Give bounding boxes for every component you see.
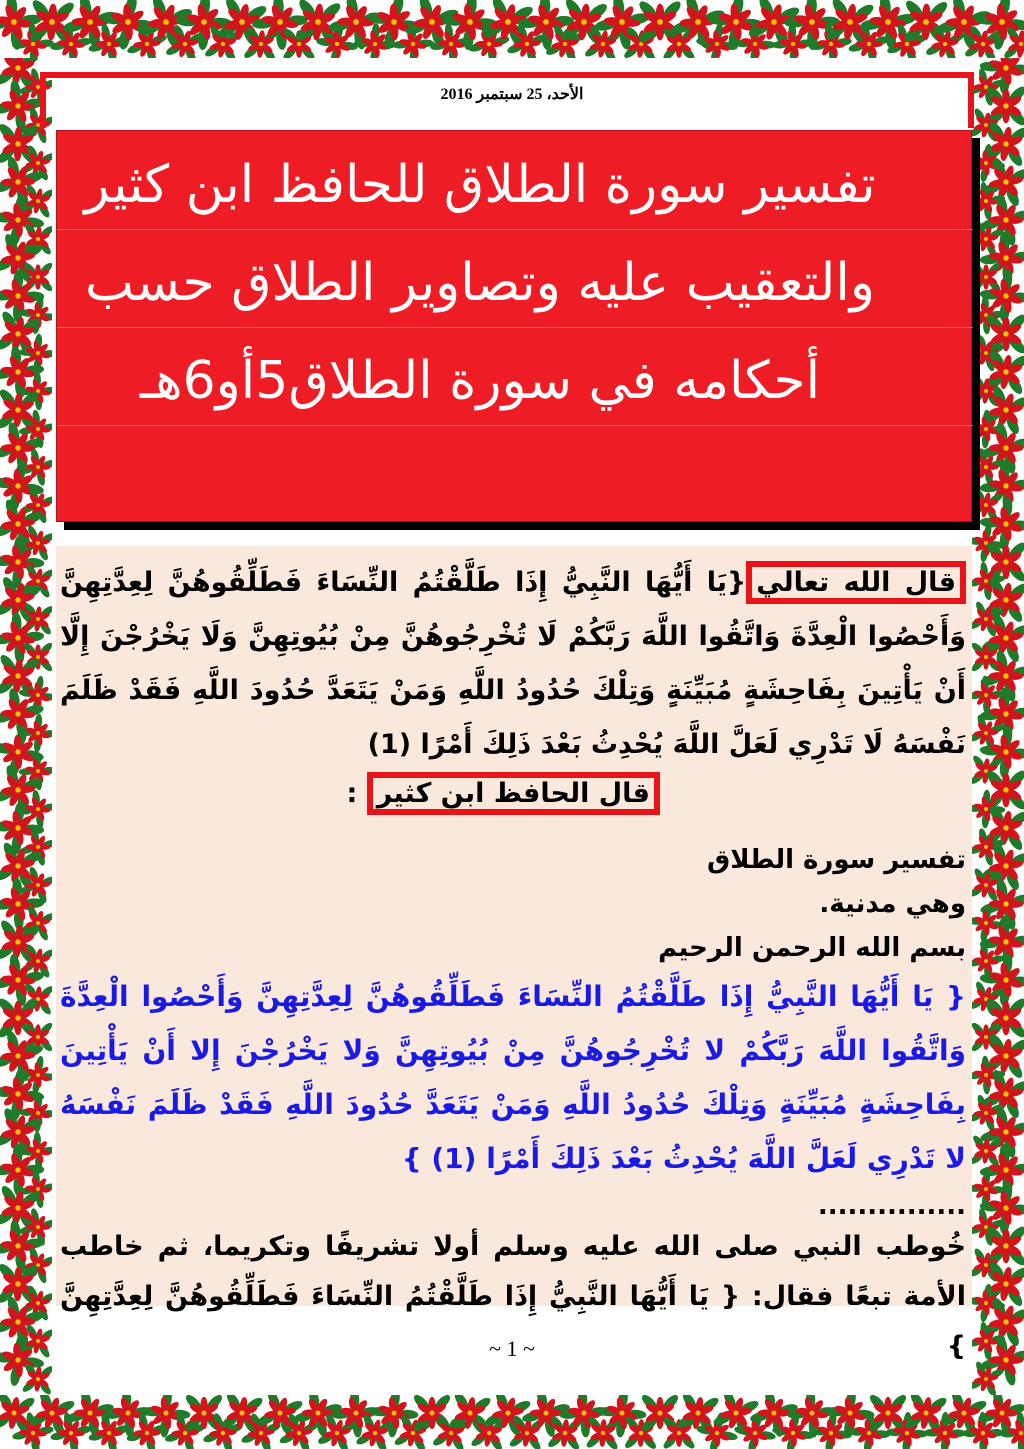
poinsettia-pattern-right — [972, 58, 1024, 1395]
hafiz-label-box: قال الحافظ ابن كثير — [367, 772, 660, 815]
surah-intro — [60, 838, 966, 970]
hafiz-colon: : — [346, 778, 358, 809]
intro-paragraph — [60, 556, 966, 772]
intro-label-box: قال الله تعالي — [746, 561, 966, 604]
basmala-line: بسم الله الرحمن الرحيم — [658, 933, 966, 963]
poinsettia-border-right — [972, 58, 1024, 1395]
poinsettia-border-top — [0, 0, 1024, 58]
quran-verse: { يَا أَيُّهَا النَّبِيُّ إِذَا طَلَّقْتُمُ النِّسَاءَ فَطَلِّقُوهُنَّ لِعِدَّتِهِنَّ وَأَحْصُوا الْعِدَّةَ وَاتَّقُوا اللَّهَ رَبَّكُمْ لا تُخْرِجُوهُنَّ مِنْ بُيُوتِهِنَّ وَلا يَخْرُجْنَ إِلا أَنْ يَأْتِينَ بِفَاحِشَةٍ مُبَيِّنَةٍ وَتِلْكَ حُدُودُ اللَّهِ وَمَنْ يَتَعَدَّ حُدُودَ اللَّهِ فَقَدْ ظَلَمَ نَفْسَهُ لا تَدْرِي لَعَلَّ اللَّهَ يُحْدِثُ بَعْدَ ذَلِكَ أَمْرًا (1) } — [60, 980, 966, 1175]
hafiz-heading — [60, 764, 660, 824]
poinsettia-pattern-bottom — [0, 1395, 1024, 1449]
intro-verse: {يَا أَيُّهَا النَّبِيُّ إِذَا طَلَّقْتُمُ النِّسَاءَ فَطَلِّقُوهُنَّ لِعِدَّتِهِنَّ وَأَحْصُوا الْعِدَّةَ وَاتَّقُوا اللَّهَ رَبَّكُمْ لَا تُخْرِجُوهُنَّ مِنْ بُيُوتِهِنَّ وَلَا يَخْرُجْنَ إِلَّا أَنْ يَأْتِينَ بِفَاحِشَةٍ مُبَيِّنَةٍ وَتِلْكَ حُدُودُ اللَّهِ وَمَنْ يَتَعَدَّ حُدُودَ اللَّهِ فَقَدْ ظَلَمَ نَفْسَهُ لَا تَدْرِي لَعَلَّ اللَّهَ يُحْدِثُ بَعْدَ ذَلِكَ أَمْرًا (1) — [60, 567, 966, 760]
separator-dots: ............... — [817, 1191, 966, 1221]
poinsettia-pattern-top — [0, 0, 1024, 58]
poinsettia-flower — [972, 1133, 1004, 1168]
surah-heading: تفسير سورة الطلاق — [707, 845, 966, 875]
poinsettia-border-left — [0, 58, 52, 1395]
madaniyya-line: وهي مدنية. — [819, 889, 966, 919]
poinsettia-pattern-left — [0, 58, 52, 1395]
page-number: ~ 1 ~ — [489, 1336, 535, 1361]
closing-paragraph: خُوطب النبي صلى الله عليه وسلم أولا تشريفًا وتكريما، ثم خاطب الأمة تبعًا فقال: { يَا أَيُّهَا النَّبِيُّ إِذَا طَلَّقْتُمُ النِّسَاءَ فَطَلِّقُوهُنَّ لِعِدَّتِهِنَّ } — [60, 1231, 966, 1362]
page-title: تفسير سورة الطلاق للحافظ ابن كثير والتعقيب عليه وتصاوير الطلاق حسب أحكامه في سورة الطلاق5أو6هـ — [84, 155, 876, 411]
poinsettia-flower — [972, 261, 1002, 293]
poinsettia-border-bottom — [0, 1395, 1024, 1449]
page-date: الأحد، 25 سبتمبر 2016 — [440, 86, 584, 103]
